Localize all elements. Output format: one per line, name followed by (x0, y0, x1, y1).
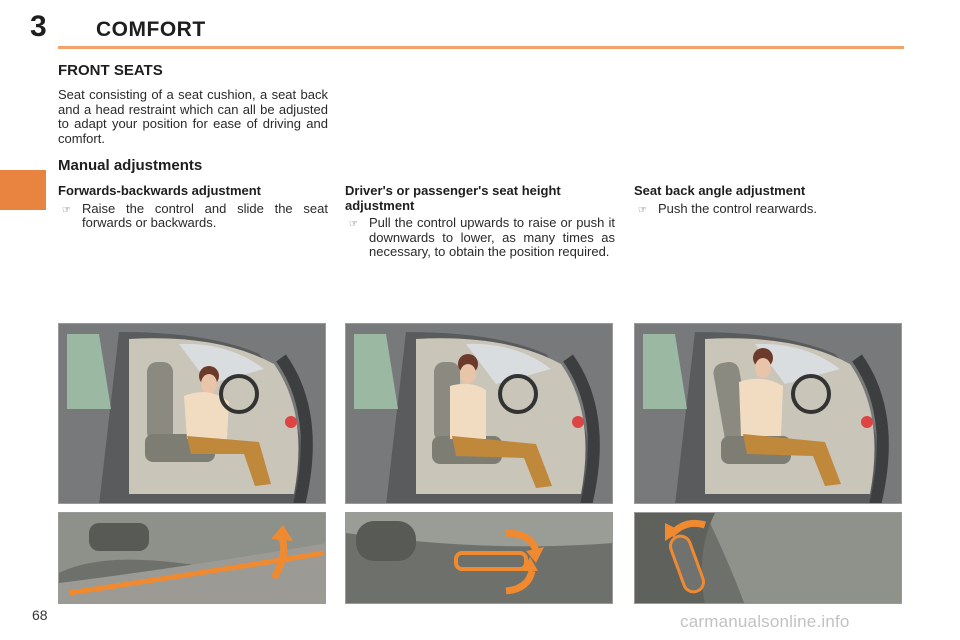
column-heading: Driver's or passenger's seat height adjustment (345, 183, 561, 213)
chapter-title: COMFORT (96, 18, 206, 41)
seat-back-angle-illustration (634, 323, 902, 504)
pointing-hand-icon: ☞ (349, 219, 358, 230)
forwards-backwards-illustration (58, 323, 326, 504)
manual-adjustments-title: Manual adjustments (58, 157, 203, 174)
height-control-detail (345, 512, 613, 604)
pointing-hand-icon: ☞ (62, 204, 71, 216)
watermark: carmanualsonline.info (680, 612, 850, 631)
seat-height-column (345, 184, 615, 260)
seat-back-control-detail (634, 512, 902, 604)
instruction-text: Raise the control and slide the seat forwards or backwards. (82, 200, 328, 230)
instruction-text: Push the control rearwards. (658, 200, 817, 216)
instruction-item (345, 216, 615, 260)
pointing-hand-icon: ☞ (638, 204, 647, 216)
fore-aft-control-detail (58, 512, 326, 604)
page-number: 68 (32, 607, 48, 623)
section-title: FRONT SEATS (58, 62, 163, 79)
seat-height-illustration (345, 323, 613, 504)
chapter-number: 3 (30, 10, 47, 43)
instruction-item (634, 202, 902, 219)
section-intro: Seat consisting of a seat cushion, a seat back and a head restraint which can all be adjusted to adapt your position for ease of driving and comfort. (58, 87, 328, 146)
header-rule (58, 46, 904, 49)
instruction-item (58, 202, 328, 231)
column-heading: Seat back angle adjustment (634, 183, 806, 198)
chapter-side-tab (0, 170, 46, 210)
forwards-backwards-column (58, 184, 328, 231)
seat-back-angle-column (634, 184, 902, 218)
column-heading: Forwards-backwards adjustment (58, 183, 261, 198)
instruction-text: Pull the control upwards to raise or push it downwards to lower, as many times as necessary, to obtain the position required. (369, 215, 615, 259)
